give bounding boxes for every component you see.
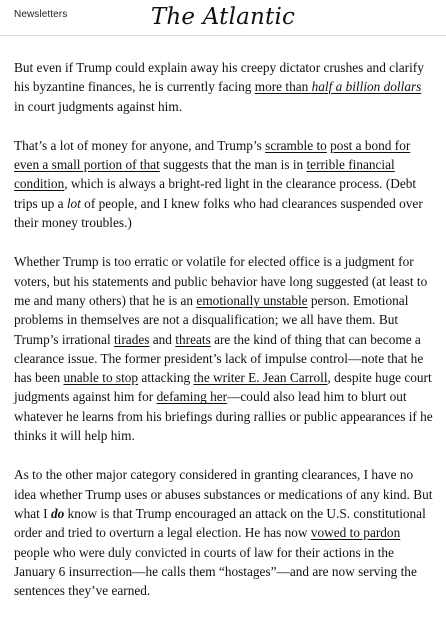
link-emotionally-unstable[interactable]: emotionally unstable <box>196 292 308 308</box>
article-paragraph-2: That’s a lot of money for anyone, and Trump’s scramble to post a bond for even a small portion of that suggests that the man is in terrible financial condition, which is always a bright-red light in the clearance process. (Debt trips up a lot of people, and I knew folks who had clearances suspended over their money troubles.) <box>14 137 423 231</box>
site-logo[interactable]: The Atlantic <box>150 4 296 30</box>
link-terrible-financial-condition[interactable]: terrible financial condition <box>14 157 395 192</box>
article-body <box>14 58 434 620</box>
link-vowed-to-pardon[interactable]: vowed to pardon <box>310 525 401 541</box>
link-defaming-her[interactable]: defaming her <box>156 389 228 405</box>
link-threats[interactable]: threats <box>175 331 211 347</box>
link-tirades[interactable]: tirades <box>113 331 150 347</box>
link-unable-to-stop[interactable]: unable to stop <box>63 370 139 386</box>
article-paragraph-3: Whether Trump is too erratic or volatile for elected office is a judgment for voters, but his statements and public behavior have long suggested (at least to me and many others) that he is an emotionally unstable person. Emotional problems in themselves are not a disqualification; we all have them. But Trump’s irrational tirades and threats are the kind of thing that can become a clearance issue. The former president’s lack of impulse control—note that he has been unable to stop attacking the writer E. Jean Carroll, despite huge court judgments against him for defaming her—could also lead him to blurt out whatever he learns from his briefings during rallies or public appearances if he thinks it will help him. <box>14 254 433 444</box>
link-scramble-to[interactable]: scramble to <box>265 137 327 153</box>
link-post-a-bond[interactable]: post a bond for even a small portion of that <box>14 137 411 173</box>
article-paragraph-1: But even if Trump could explain away his creepy dictator crushes and clarify his byzantine finances, he is currently facing more than half a billion dollars in court judgments against him. <box>14 60 424 114</box>
top-navigation-bar <box>0 0 446 36</box>
link-e-jean-carroll[interactable]: the writer E. Jean Carroll <box>193 370 328 386</box>
link-half-billion-judgments[interactable]: more than half a billion dollars <box>254 79 422 95</box>
newsletters-link[interactable]: Newsletters <box>14 9 68 20</box>
article-paragraph-4: As to the other major category considered in granting clearances, I have no idea whether Trump uses or abuses substances or medications of any kind. But what I do know is that Trump encouraged an attack on the U.S. constitutional order and tried to overturn a legal election. He has now vowed to pardon people who were duly convicted in courts of law for their actions in the January 6 insurrection—he calls them “hostages”—and are now serving the sentences they’ve earned. <box>14 467 433 599</box>
